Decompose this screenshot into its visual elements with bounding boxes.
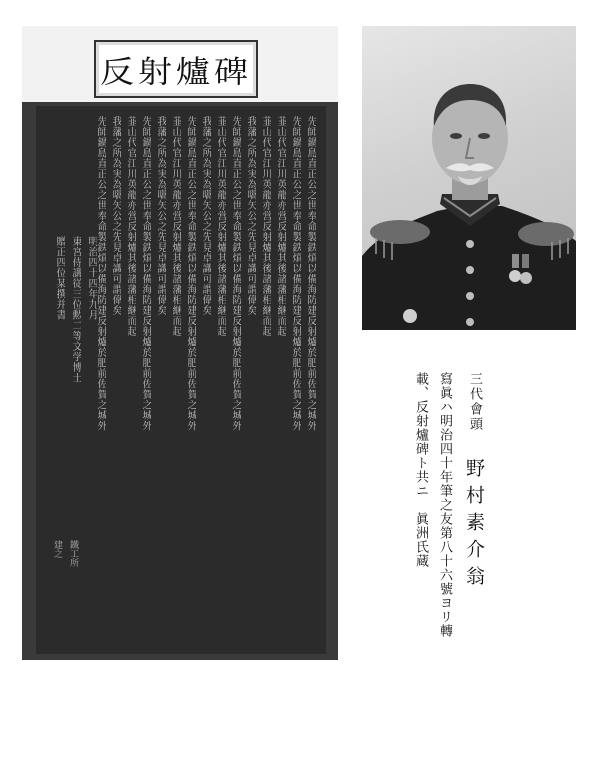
caption-heading bbox=[461, 372, 488, 638]
stele-rubbing-image bbox=[22, 26, 338, 660]
inscription-column: 我藩之所為実為嚆矢公之先見卓識可謂偉矣 bbox=[155, 116, 166, 316]
caption-name: 野村素介翁 bbox=[463, 458, 485, 593]
rubbing-title-frame bbox=[22, 26, 338, 102]
inscription-column: 先師鍋島直正公之世奉命製鉄熕以備海防建反射爐於肥前佐賀之城外 bbox=[140, 116, 151, 431]
inscription-column: 我藩之所為実為嚆矢公之先見卓識可謂偉矣 bbox=[110, 116, 121, 316]
inscription-column: 韮山代官江川英龍亦営反射爐其後諸藩相継而起 bbox=[215, 116, 226, 337]
portrait-caption bbox=[413, 372, 488, 638]
signature-text: 鐵工所 bbox=[68, 540, 78, 567]
inscription-author: 東宮侍講従三位勲二等文学博士 bbox=[70, 236, 81, 383]
rubbing-title-box bbox=[94, 40, 258, 98]
caption-note-line-1: 寫眞ハ明治四十年筆之友第八十六號ヨリ轉 bbox=[437, 372, 452, 638]
inscription-column: 我藩之所為実為嚆矢公之先見卓識可謂偉矣 bbox=[245, 116, 256, 316]
inscription-column: 我藩之所為実為嚆矢公之先見卓識可謂偉矣 bbox=[200, 116, 211, 316]
inscription-column: 先師鍋島直正公之世奉命製鉄熕以備海防建反射爐於肥前佐賀之城外 bbox=[185, 116, 196, 431]
caption-note-line-2: 載、反射爐碑ト共ニ 眞洲氏蔵 bbox=[413, 372, 428, 568]
caption-role: 三代會頭 bbox=[467, 372, 482, 432]
portrait-photo bbox=[362, 26, 576, 330]
inscription-column: 先師鍋島直正公之世奉命製鉄熕以備海防建反射爐於肥前佐賀之城外 bbox=[95, 116, 106, 431]
signature-text: 建之 bbox=[52, 540, 62, 558]
inscription-column: 先師鍋島直正公之世奉命製鉄熕以備海防建反射爐於肥前佐賀之城外 bbox=[290, 116, 301, 431]
inscription-column: 先師鍋島直正公之世奉命製鉄熕以備海防建反射爐於肥前佐賀之城外 bbox=[230, 116, 241, 431]
inscription-column: 韮山代官江川英龍亦営反射爐其後諸藩相継而起 bbox=[260, 116, 271, 337]
inscription-column: 韮山代官江川英龍亦営反射爐其後諸藩相継而起 bbox=[125, 116, 136, 337]
inscription-column: 韮山代官江川英龍亦営反射爐其後諸藩相継而起 bbox=[170, 116, 181, 337]
inscription-date: 明治四十四年九月 bbox=[86, 236, 97, 320]
rubbing-inscription bbox=[36, 106, 326, 654]
inscription-signature bbox=[52, 540, 78, 630]
inscription-main-text bbox=[95, 116, 316, 646]
inscription-author: 贈正四位某撰并書 bbox=[54, 236, 65, 320]
inscription-column: 韮山代官江川英龍亦営反射爐其後諸藩相継而起 bbox=[275, 116, 286, 337]
inscription-column: 先師鍋島直正公之世奉命製鉄熕以備海防建反射爐於肥前佐賀之城外 bbox=[305, 116, 316, 431]
portrait-figure bbox=[362, 26, 576, 330]
rubbing-title: 反射爐碑 bbox=[100, 54, 252, 91]
